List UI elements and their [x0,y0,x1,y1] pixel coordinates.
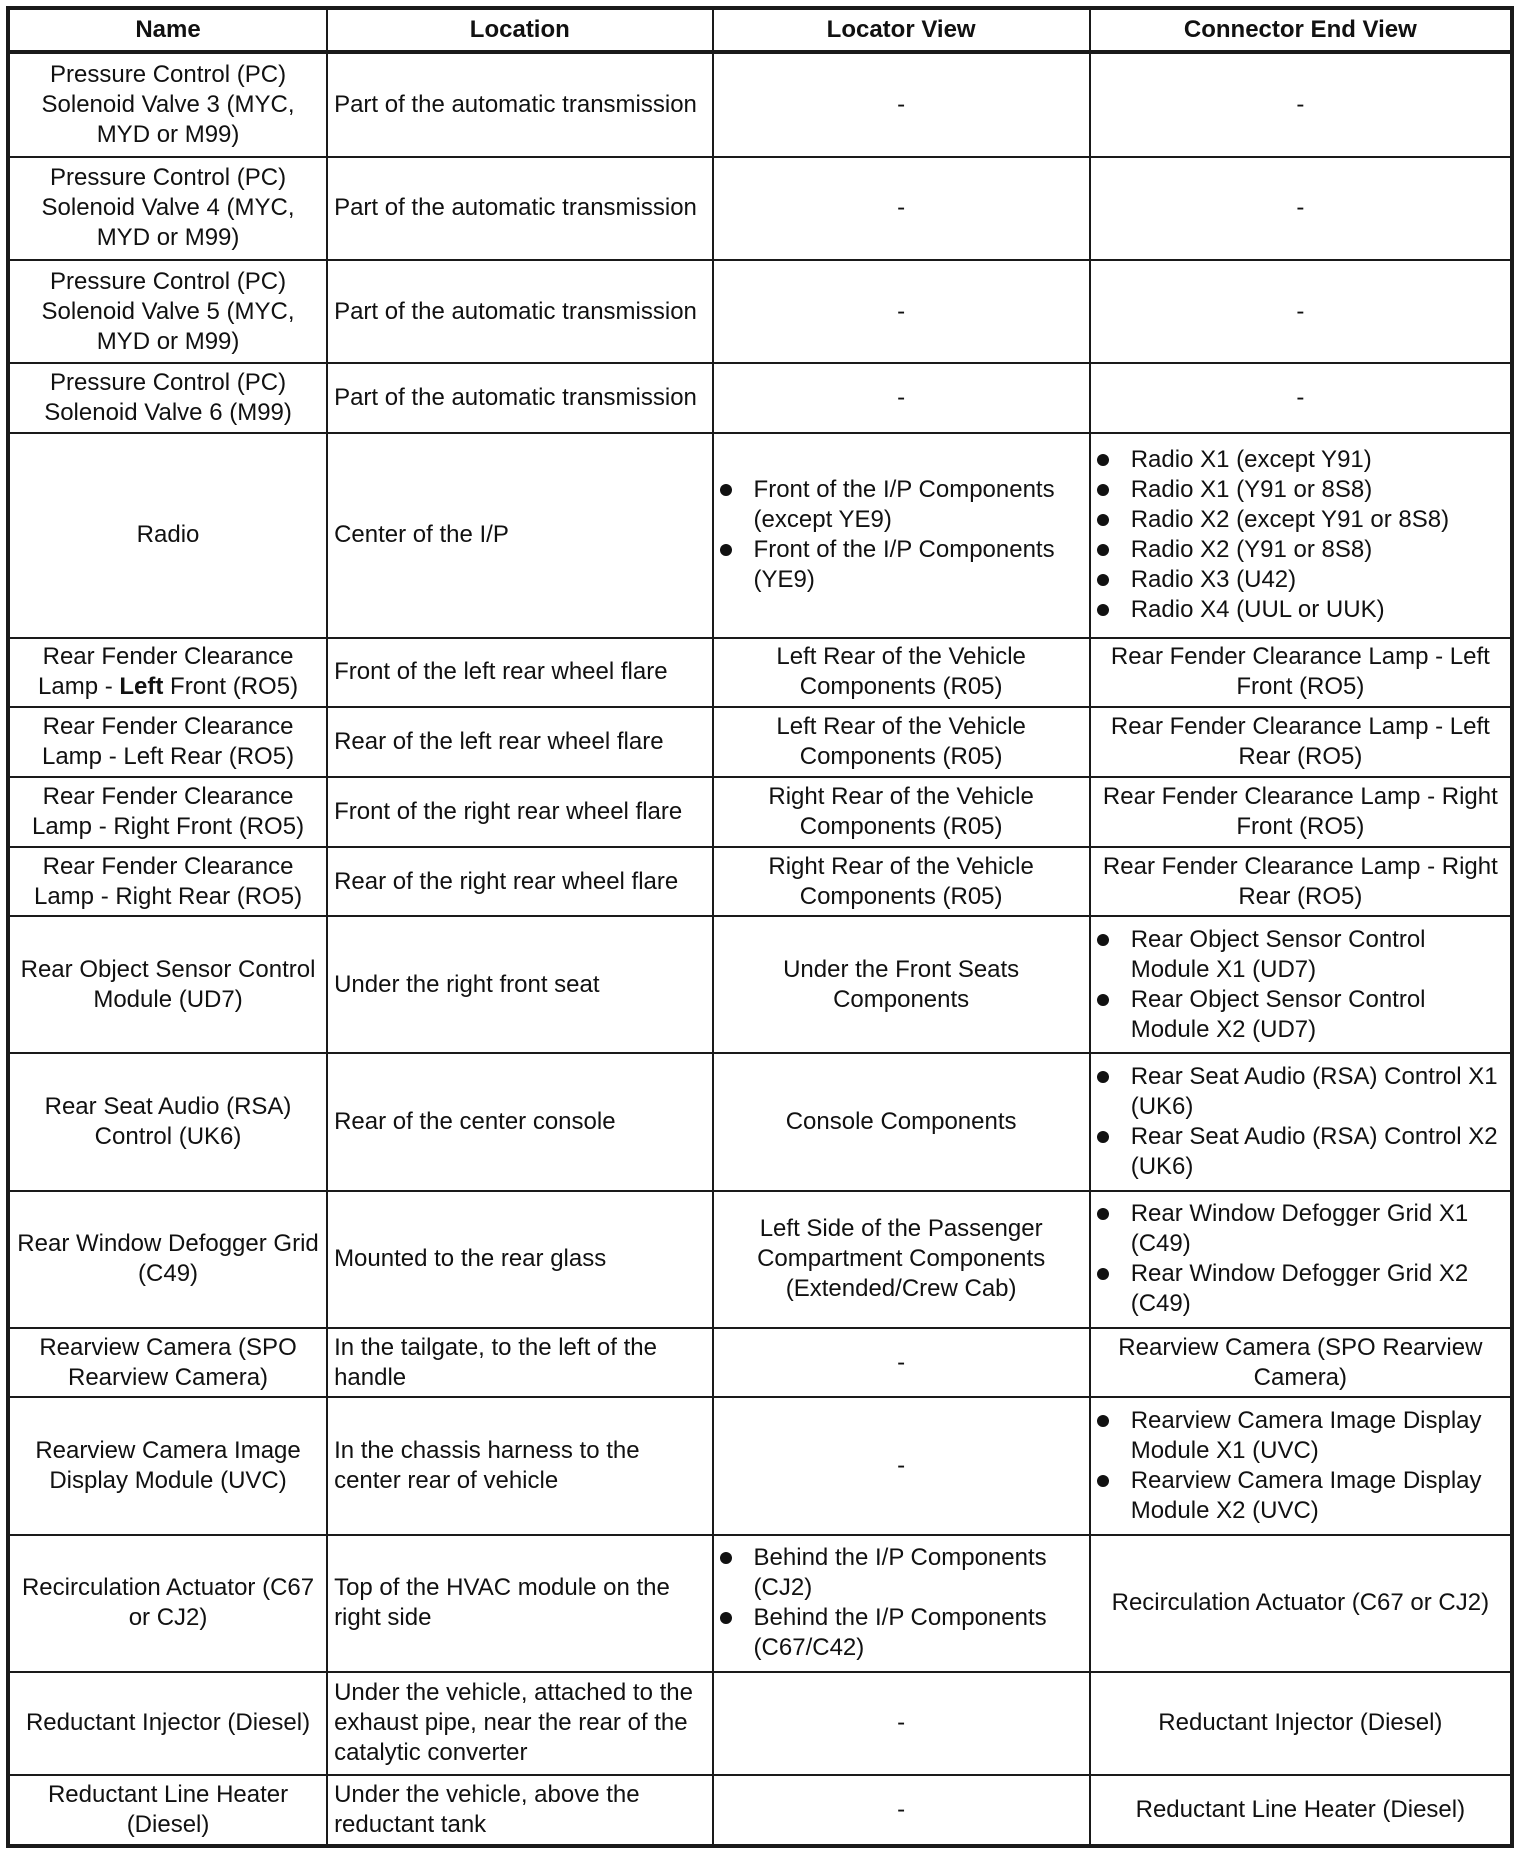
cell-locator-view: - [713,52,1090,157]
list-item: Rear Window Defogger Grid X2 (C49) [1097,1259,1504,1319]
name-part-bold: Left [119,673,164,701]
table-row [8,1775,1512,1846]
table-row [8,157,1512,260]
cell-connector-end-view: Rearview Camera (SPO Rearview Camera) [1090,1328,1512,1398]
component-locator-table [6,6,1514,1848]
header-location: Location [327,8,712,52]
cell-location: Part of the automatic transmission [327,52,712,157]
connector-list [1097,1062,1504,1182]
locator-list [720,1543,1083,1663]
cell-connector-end-view [1090,433,1512,638]
table-row [8,1535,1512,1672]
cell-location: Center of the I/P [327,433,712,638]
cell-locator-view: - [713,1672,1090,1775]
cell-locator-view [713,433,1090,638]
cell-location: Under the vehicle, above the reductant tank [327,1775,712,1846]
list-item: Behind the I/P Components (CJ2) [720,1543,1083,1603]
list-item: Rearview Camera Image Display Module X1 (UVC) [1097,1406,1504,1466]
cell-locator-view: Left Side of the Passenger Compartment Components (Extended/Crew Cab) [713,1191,1090,1328]
cell-location: Mounted to the rear glass [327,1191,712,1328]
table-row [8,1672,1512,1775]
table-row [8,1328,1512,1398]
cell-connector-end-view: - [1090,52,1512,157]
cell-locator-view: - [713,260,1090,363]
cell-name: Pressure Control (PC) Solenoid Valve 6 (M99) [8,363,327,433]
cell-connector-end-view: Rear Fender Clearance Lamp - Right Front (RO5) [1090,777,1512,847]
table-row [8,1053,1512,1190]
cell-name: Reductant Line Heater (Diesel) [8,1775,327,1846]
list-item: Radio X2 (except Y91 or 8S8) [1097,505,1504,535]
list-item: Rearview Camera Image Display Module X2 (UVC) [1097,1466,1504,1526]
connector-list [1097,445,1504,625]
connector-list [1097,925,1504,1045]
cell-connector-end-view: Reductant Line Heater (Diesel) [1090,1775,1512,1846]
header-name: Name [8,8,327,52]
locator-list [720,475,1083,595]
cell-location: In the tailgate, to the left of the handle [327,1328,712,1398]
list-item: Radio X1 (except Y91) [1097,445,1504,475]
cell-locator-view: Right Rear of the Vehicle Components (R05) [713,847,1090,917]
cell-name: Rearview Camera (SPO Rearview Camera) [8,1328,327,1398]
cell-name: Pressure Control (PC) Solenoid Valve 3 (MYC, MYD or M99) [8,52,327,157]
cell-name: Radio [8,433,327,638]
header-locator-view: Locator View [713,8,1090,52]
cell-connector-end-view: Rear Fender Clearance Lamp - Left Front (RO5) [1090,638,1512,708]
table-row [8,707,1512,777]
cell-connector-end-view [1090,916,1512,1053]
list-item: Radio X2 (Y91 or 8S8) [1097,535,1504,565]
cell-name: Rear Object Sensor Control Module (UD7) [8,916,327,1053]
cell-location: Part of the automatic transmission [327,260,712,363]
cell-location: Front of the right rear wheel flare [327,777,712,847]
cell-location: Front of the left rear wheel flare [327,638,712,708]
cell-name: Rearview Camera Image Display Module (UVC) [8,1397,327,1534]
cell-connector-end-view: - [1090,363,1512,433]
cell-location: Rear of the left rear wheel flare [327,707,712,777]
cell-location: Rear of the right rear wheel flare [327,847,712,917]
cell-locator-view: Left Rear of the Vehicle Components (R05) [713,707,1090,777]
cell-connector-end-view: - [1090,260,1512,363]
table-row [8,638,1512,708]
table-row [8,1397,1512,1534]
connector-list [1097,1199,1504,1319]
cell-name: Rear Fender Clearance Lamp - Right Rear (RO5) [8,847,327,917]
list-item: Rear Object Sensor Control Module X1 (UD7) [1097,925,1504,985]
cell-name: Rear Window Defogger Grid (C49) [8,1191,327,1328]
table-row [8,1191,1512,1328]
cell-locator-view: - [713,1328,1090,1398]
cell-connector-end-view: Rear Fender Clearance Lamp - Right Rear (RO5) [1090,847,1512,917]
cell-locator-view: - [713,157,1090,260]
cell-connector-end-view: - [1090,157,1512,260]
cell-name [8,638,327,708]
cell-connector-end-view [1090,1191,1512,1328]
cell-locator-view: - [713,363,1090,433]
cell-locator-view: Under the Front Seats Components [713,916,1090,1053]
cell-locator-view: Left Rear of the Vehicle Components (R05) [713,638,1090,708]
cell-name: Reductant Injector (Diesel) [8,1672,327,1775]
cell-location: Part of the automatic transmission [327,157,712,260]
list-item: Rear Object Sensor Control Module X2 (UD7) [1097,985,1504,1045]
cell-connector-end-view: Recirculation Actuator (C67 or CJ2) [1090,1535,1512,1672]
name-part: Rear Fender Clearance Lamp - [38,643,294,701]
cell-locator-view: - [713,1775,1090,1846]
table-row [8,260,1512,363]
header-row [8,8,1512,52]
cell-location: In the chassis harness to the center rear of vehicle [327,1397,712,1534]
cell-locator-view: Right Rear of the Vehicle Components (R05) [713,777,1090,847]
cell-location: Under the right front seat [327,916,712,1053]
cell-name: Rear Fender Clearance Lamp - Left Rear (RO5) [8,707,327,777]
table-row [8,52,1512,157]
cell-name: Pressure Control (PC) Solenoid Valve 5 (MYC, MYD or M99) [8,260,327,363]
list-item: Radio X4 (UUL or UUK) [1097,595,1504,625]
connector-list [1097,1406,1504,1526]
cell-name: Rear Seat Audio (RSA) Control (UK6) [8,1053,327,1190]
cell-locator-view [713,1535,1090,1672]
list-item: Rear Window Defogger Grid X1 (C49) [1097,1199,1504,1259]
list-item: Front of the I/P Components (YE9) [720,535,1083,595]
cell-location: Rear of the center console [327,1053,712,1190]
list-item: Front of the I/P Components (except YE9) [720,475,1083,535]
cell-connector-end-view: Rear Fender Clearance Lamp - Left Rear (RO5) [1090,707,1512,777]
name-part: Front (RO5) [163,673,299,701]
list-item: Rear Seat Audio (RSA) Control X1 (UK6) [1097,1062,1504,1122]
cell-connector-end-view: Reductant Injector (Diesel) [1090,1672,1512,1775]
cell-connector-end-view [1090,1397,1512,1534]
cell-connector-end-view [1090,1053,1512,1190]
table-row [8,916,1512,1053]
cell-location: Part of the automatic transmission [327,363,712,433]
list-item: Radio X3 (U42) [1097,565,1504,595]
cell-locator-view: Console Components [713,1053,1090,1190]
table-row [8,363,1512,433]
table-row [8,777,1512,847]
cell-name: Pressure Control (PC) Solenoid Valve 4 (MYC, MYD or M99) [8,157,327,260]
cell-name: Recirculation Actuator (C67 or CJ2) [8,1535,327,1672]
table-row [8,847,1512,917]
cell-location: Top of the HVAC module on the right side [327,1535,712,1672]
cell-location: Under the vehicle, attached to the exhaust pipe, near the rear of the catalytic converter [327,1672,712,1775]
list-item: Behind the I/P Components (C67/C42) [720,1603,1083,1663]
table-row [8,433,1512,638]
list-item: Rear Seat Audio (RSA) Control X2 (UK6) [1097,1122,1504,1182]
cell-name: Rear Fender Clearance Lamp - Right Front (RO5) [8,777,327,847]
header-connector-end-view: Connector End View [1090,8,1512,52]
list-item: Radio X1 (Y91 or 8S8) [1097,475,1504,505]
cell-locator-view: - [713,1397,1090,1534]
